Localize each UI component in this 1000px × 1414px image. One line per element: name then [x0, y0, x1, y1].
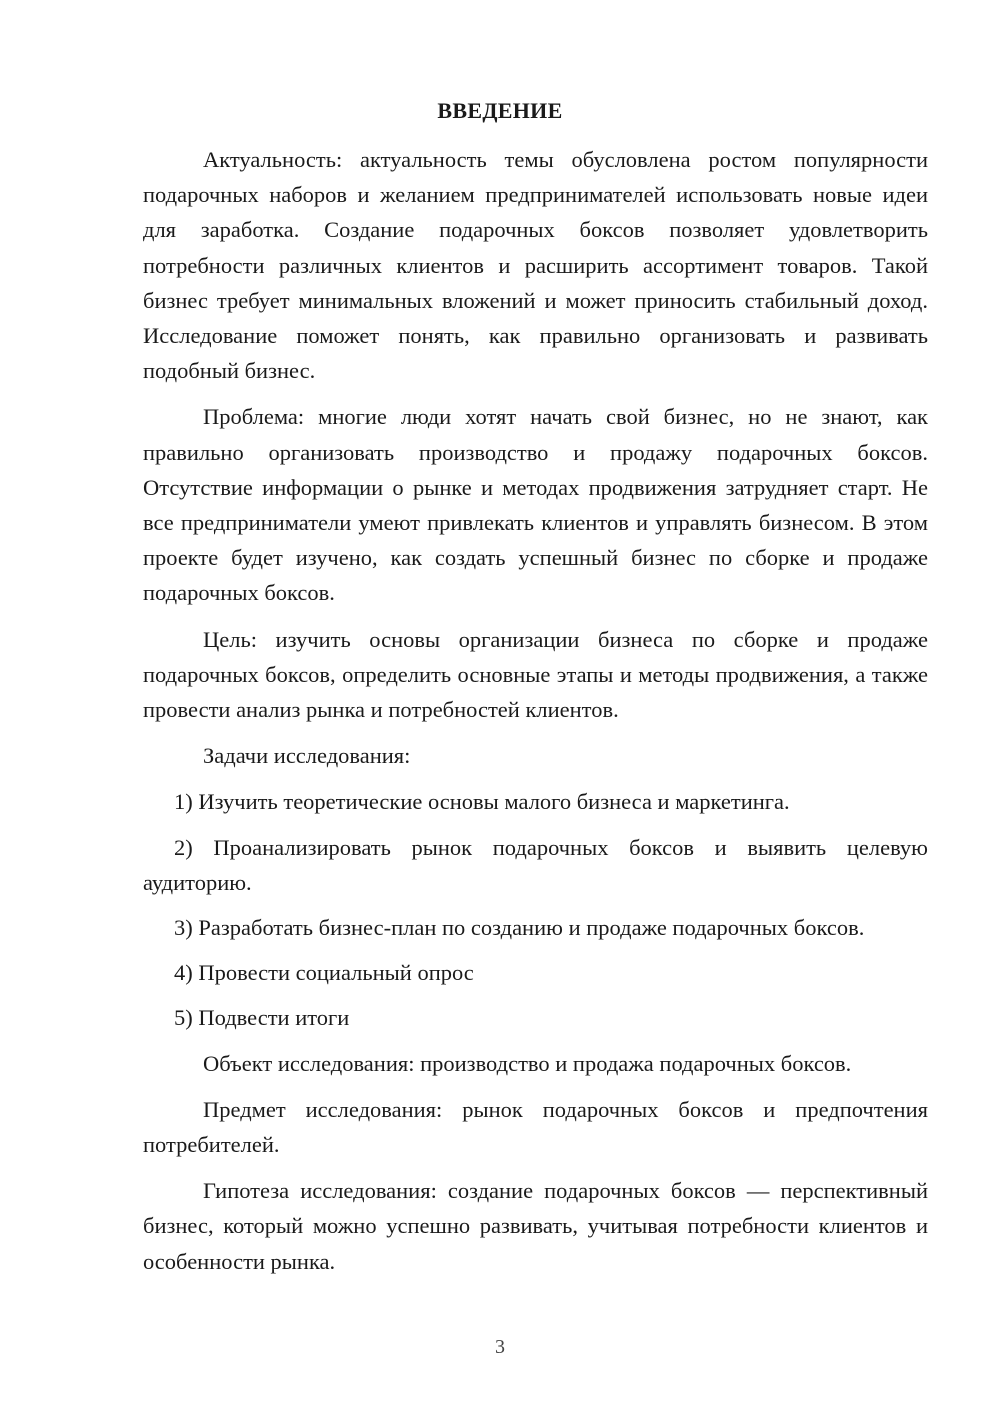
- body-text: [143, 142, 928, 1290]
- task-item: 5) Подвести итоги: [174, 1005, 350, 1031]
- task-item: 4) Провести социальный опрос: [174, 960, 474, 986]
- tasks-title: Задачи исследования:: [203, 743, 411, 769]
- paragraph-problem: Проблема: многие люди хотят начать свой бизнес, но не знают, как правильно организовать производство и продажу подарочных боксов. Отсутствие информации о рынке и методах продвижения затрудняет старт. Не все предприниматели умеют привлекать клиентов и управлять бизнесом. В этом проекте будет изучено, как создать успешный бизнес по сборке и продаже подарочных боксов.: [143, 404, 928, 606]
- paragraph-goal: Цель: изучить основы организации бизнеса по сборке и продаже подарочных боксов, определить основные этапы и методы продвижения, а также провести анализ рынка и потребностей клиентов.: [143, 626, 928, 723]
- task-item: 3) Разработать бизнес-план по созданию и продаже подарочных боксов.: [174, 915, 865, 941]
- page-number: 3: [495, 1336, 505, 1358]
- paragraph-relevance: Актуальность: актуальность темы обусловлена ростом популярности подарочных наборов и желанием предпринимателей использовать новые идеи для заработка. Создание подарочных боксов позволяет удовлетворить потребности различных клиентов и расширить ассортимент товаров. Такой бизнес требует минимальных вложений и может приносить стабильный доход. Исследование поможет понять, как правильно организовать и развивать подобный бизнес.: [143, 147, 928, 384]
- task-item: 1) Изучить теоретические основы малого бизнеса и маркетинга.: [174, 789, 790, 815]
- paragraph-object: Объект исследования: производство и продажа подарочных боксов.: [203, 1050, 852, 1076]
- task-item: 2) Проанализировать рынок подарочных боксов и выявить целевую аудиторию.: [143, 834, 928, 895]
- paragraph-subject: Предмет исследования: рынок подарочных боксов и предпочтения потребителей.: [143, 1096, 928, 1158]
- paragraph-hypothesis: Гипотеза исследования: создание подарочных боксов — перспективный бизнес, который можно успешно развивать, учитывая потребности клиентов и особенности рынка.: [143, 1178, 928, 1274]
- page-title: ВВЕДЕНИЕ: [437, 98, 563, 123]
